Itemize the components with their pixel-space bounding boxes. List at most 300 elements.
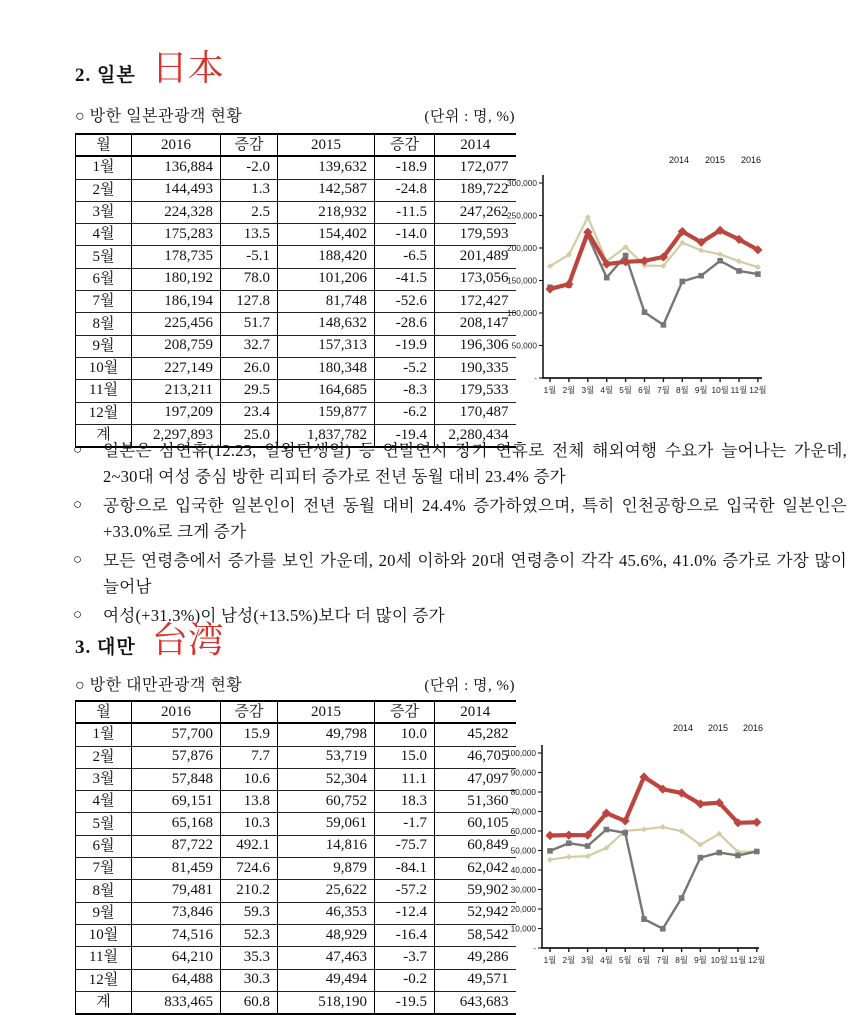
table-cell: -3.7 [375,947,435,969]
taiwan-subheader-row [75,672,515,695]
table-cell: 173,056 [435,268,516,290]
table-cell: 46,705 [435,746,516,768]
monthly-data-table [75,133,516,448]
table-cell: 32.7 [221,335,278,357]
table-cell: 49,494 [278,969,375,991]
y-tick-label: 150,000 [507,275,537,286]
table-cell: 189,722 [435,179,516,201]
table-cell: 2.5 [221,201,278,223]
table-cell: 59,061 [278,813,375,835]
table-cell: 8월 [76,313,132,335]
table-cell: 51.7 [221,313,278,335]
table-cell: 11월 [76,380,132,402]
x-tick-label: 7월 [657,385,670,395]
x-tick-label: 1월 [543,955,557,965]
table-cell: 8월 [76,880,132,902]
table-cell: 7.7 [221,746,278,768]
section-japan-heading [75,47,224,88]
table-cell: 10월 [76,924,132,946]
x-tick-label: 10월 [710,955,728,965]
table-cell: 2,280,434 [435,424,516,447]
table-row [76,746,516,768]
table-cell: 26.0 [221,357,278,379]
table-cell: 52,942 [435,902,516,924]
table-cell: 144,493 [132,179,221,201]
data-point [755,271,761,277]
series-line-2016 [550,777,757,836]
table-cell: 81,748 [278,291,375,313]
table-row [76,156,516,179]
table-row [76,201,516,223]
legend-label-2014: 2014 [672,723,694,733]
series-line-2016 [550,230,758,289]
table-cell: 4월 [76,224,132,246]
section-japan-title: 2. 일본 [75,65,136,86]
table-cell: 190,335 [435,357,516,379]
x-tick-label: 1월 [543,385,557,395]
table-cell: -57.2 [375,880,435,902]
table-cell: 25,622 [278,880,375,902]
taiwan-line-chart [505,712,770,987]
x-tick-label: 9월 [694,385,708,395]
data-point [661,322,667,328]
table-row [76,835,516,857]
y-tick-label: 70,000 [510,806,536,817]
table-cell: -0.2 [375,969,435,991]
table-cell: 10월 [76,357,132,379]
table-cell: -19.5 [375,991,435,1014]
table-cell: 2월 [76,746,132,768]
data-point [754,849,760,855]
table-cell: 833,465 [132,991,221,1014]
y-tick-label: 50,000 [510,845,536,856]
column-header: 2016 [132,134,221,156]
legend-label-2015: 2015 [707,723,729,733]
table-cell: 25.0 [221,424,278,447]
table-cell: 1월 [76,156,132,179]
table-cell: 60.8 [221,991,278,1014]
table-row [76,291,516,313]
y-tick-label: 100,000 [507,308,537,318]
table-cell: 139,632 [278,156,375,179]
taiwan-unit-note: (단위 : 명, %) [424,678,515,694]
x-tick-label: 8월 [675,385,689,395]
table-cell: 9월 [76,335,132,357]
table-cell: 계 [76,424,132,447]
table-cell: 7월 [76,858,132,880]
x-tick-label: 4월 [600,385,614,395]
table-cell: 208,147 [435,313,516,335]
x-tick-label: 3월 [581,955,594,965]
table-cell: 60,849 [435,835,516,857]
table-cell: 148,632 [278,313,375,335]
table-row [76,179,516,201]
x-tick-label: 5월 [619,385,632,395]
table-cell: 2월 [76,179,132,201]
table-cell: -5.1 [221,246,278,268]
table-row [76,924,516,946]
table-cell: 224,328 [132,201,221,223]
table-cell: 18.3 [375,791,435,813]
table-cell: 23.4 [221,402,278,424]
japan-chart-box [507,142,768,409]
bullet-item [72,438,847,489]
table-cell: 186,194 [132,291,221,313]
y-tick-label: 20,000 [510,904,536,914]
monthly-data-table [75,700,516,1015]
table-cell: 3월 [76,768,132,790]
y-tick-label: 40,000 [510,865,536,875]
data-point [641,916,647,922]
table-cell: -1.7 [375,813,435,835]
data-point [641,826,647,832]
table-cell: 1월 [76,723,132,746]
table-cell: 49,571 [435,969,516,991]
data-point [547,857,553,863]
table-cell: 15.0 [375,746,435,768]
table-cell: 178,735 [132,246,221,268]
x-tick-label: 6월 [637,955,651,965]
table-cell: 59,902 [435,880,516,902]
table-cell: 87,722 [132,835,221,857]
table-cell: 1.3 [221,179,278,201]
table-cell: 57,876 [132,746,221,768]
table-cell: -24.8 [375,179,435,201]
column-header: 2014 [435,701,516,723]
column-header: 증감 [375,701,435,723]
series-line-2015 [550,830,757,929]
table-cell: 45,282 [435,723,516,746]
table-cell: 69,151 [132,791,221,813]
data-point [716,850,722,856]
data-point [717,258,723,264]
table-cell: 1,837,782 [278,424,375,447]
data-point [680,279,686,285]
table-cell: 518,190 [278,991,375,1014]
data-point [642,309,648,315]
section-taiwan-heading [75,619,224,660]
table-cell: 188,420 [278,246,375,268]
table-cell: 196,306 [435,335,516,357]
table-row [76,246,516,268]
table-cell: 172,427 [435,291,516,313]
table-cell: 127.8 [221,291,278,313]
circle-bullet-icon: ○ [73,607,83,623]
legend-label-2016: 2016 [740,155,762,165]
taiwan-chart-box [505,712,770,992]
bullet-text: 모든 연령층에서 증가를 보인 가운데, 20세 이하와 20대 연령층이 각각 45.6%, 41.0% 증가로 가장 많이 늘어남 [103,551,847,596]
data-point [698,273,704,279]
table-cell: 175,283 [132,224,221,246]
table-cell: 64,488 [132,969,221,991]
table-cell: 78.0 [221,268,278,290]
data-point [604,827,610,833]
table-cell: 64,210 [132,947,221,969]
table-cell: 29.5 [221,380,278,402]
column-header: 2016 [132,701,221,723]
table-cell: 142,587 [278,179,375,201]
column-header: 2015 [278,701,375,723]
table-cell: 180,192 [132,268,221,290]
table-cell: 53,719 [278,746,375,768]
y-tick-label: 30,000 [510,884,536,895]
table-cell: 13.8 [221,791,278,813]
table-cell: 2,297,893 [132,424,221,447]
table-cell: -8.3 [375,380,435,402]
table-cell: -6.5 [375,246,435,268]
table-cell: 12월 [76,969,132,991]
table-row [76,268,516,290]
table-cell: 7월 [76,291,132,313]
x-tick-label: 11월 [729,955,747,965]
table-cell: -11.5 [375,201,435,223]
taiwan-subheader-label: ○ 방한 대만관광객 현황 [75,677,243,694]
y-tick-label: 200,000 [507,243,537,253]
table-cell: 58,542 [435,924,516,946]
table-cell: 10.6 [221,768,278,790]
table-row [76,791,516,813]
table-cell: 10.3 [221,813,278,835]
column-header: 2014 [435,134,516,156]
bullet-text: 여성(+31.3%)이 남성(+13.5%)보다 더 많이 증가 [103,606,445,625]
table-cell: 11월 [76,947,132,969]
table-cell: 136,884 [132,156,221,179]
table-cell: -19.9 [375,335,435,357]
japan-subheader-label: ○ 방한 일본관광객 현황 [75,108,243,125]
y-tick-label: 80,000 [510,787,536,797]
x-tick-label: 6월 [638,385,651,395]
taiwan-monthly-table [75,700,515,1015]
table-cell: 47,463 [278,947,375,969]
y-tick-label: 60,000 [510,826,536,836]
table-cell: 65,168 [132,813,221,835]
table-cell: 57,848 [132,768,221,790]
table-cell: 73,846 [132,902,221,924]
table-cell: -19.4 [375,424,435,447]
legend-label-2016: 2016 [742,723,764,733]
table-row [76,380,516,402]
data-point [604,275,610,281]
table-cell: 492.1 [221,835,278,857]
data-point [660,824,666,830]
x-tick-label: 12월 [748,955,766,965]
table-cell: 159,877 [278,402,375,424]
x-tick-label: 7월 [656,955,670,965]
column-header: 월 [76,701,132,723]
table-cell: 227,149 [132,357,221,379]
table-cell: 180,348 [278,357,375,379]
table-cell: 101,206 [278,268,375,290]
table-row [76,335,516,357]
japan-unit-note: (단위 : 명, %) [424,109,515,125]
table-row [76,768,516,790]
table-row [76,224,516,246]
taiwan-annotation-text: 台湾 [151,619,224,660]
table-cell: -41.5 [375,268,435,290]
table-header-row [76,701,516,723]
table-row [76,991,516,1014]
table-cell: 59.3 [221,902,278,924]
y-tick-label: - [533,943,536,953]
bullet-item [72,548,847,599]
table-row [76,723,516,746]
table-cell: 60,105 [435,813,516,835]
x-tick-label: 2월 [562,955,576,965]
table-cell: -75.7 [375,835,435,857]
table-cell: 60,752 [278,791,375,813]
y-tick-label: 100,000 [506,748,536,758]
bullet-item [72,493,847,544]
japan-monthly-table [75,133,515,448]
table-cell: 6월 [76,835,132,857]
japan-line-chart [507,142,768,404]
x-tick-label: 3월 [581,385,595,395]
table-cell: 164,685 [278,380,375,402]
table-cell: -84.1 [375,858,435,880]
table-cell: 5월 [76,246,132,268]
data-point [547,848,553,854]
y-tick-label: - [534,373,537,383]
column-header: 2015 [278,134,375,156]
japan-annotation-text: 日本 [151,47,224,88]
x-tick-label: 9월 [694,955,707,965]
table-cell: 247,262 [435,201,516,223]
table-cell: 4월 [76,791,132,813]
data-point [566,854,572,860]
data-point [679,895,685,901]
y-tick-label: 250,000 [507,210,537,221]
table-cell: 210.2 [221,880,278,902]
table-cell: 9,879 [278,858,375,880]
table-row [76,402,516,424]
table-cell: 52,304 [278,768,375,790]
y-tick-label: 10,000 [510,923,536,934]
table-cell: 172,077 [435,156,516,179]
table-cell: 30.3 [221,969,278,991]
table-cell: 79,481 [132,880,221,902]
column-header: 증감 [221,701,278,723]
section-taiwan-title: 3. 대만 [75,637,136,658]
table-cell: 49,798 [278,723,375,746]
data-point [566,840,572,846]
data-point [585,843,591,849]
x-tick-label: 4월 [600,955,613,965]
table-cell: 47,097 [435,768,516,790]
circle-bullet-icon: ○ [73,442,83,458]
table-cell: 51,360 [435,791,516,813]
table-cell: -14.0 [375,224,435,246]
data-point [698,855,704,861]
data-point [564,831,573,840]
table-cell: 3월 [76,201,132,223]
table-cell: 11.1 [375,768,435,790]
table-cell: 157,313 [278,335,375,357]
table-cell: 170,487 [435,402,516,424]
column-header: 증감 [375,134,435,156]
japan-bullet-list [72,438,847,633]
japan-subheader-row [75,103,515,126]
table-cell: 643,683 [435,991,516,1014]
table-cell: 225,456 [132,313,221,335]
data-point [755,264,761,270]
y-tick-label: 50,000 [511,340,537,351]
table-cell: -16.4 [375,924,435,946]
table-cell: 9월 [76,902,132,924]
table-row [76,947,516,969]
table-cell: 14,816 [278,835,375,857]
column-header: 증감 [221,134,278,156]
table-cell: 계 [76,991,132,1014]
x-tick-label: 11월 [730,385,748,395]
table-cell: 213,211 [132,380,221,402]
table-cell: 197,209 [132,402,221,424]
data-point [736,268,742,274]
table-cell: 5월 [76,813,132,835]
circle-bullet-icon: ○ [73,497,83,513]
x-tick-label: 5월 [618,955,632,965]
table-cell: -2.0 [221,156,278,179]
table-row [76,357,516,379]
table-cell: 46,353 [278,902,375,924]
table-cell: -6.2 [375,402,435,424]
table-cell: 179,593 [435,224,516,246]
bullet-text: 공항으로 입국한 일본인이 전년 동월 대비 24.4% 증가하였으며, 특히 인천공항으로 입국한 일본인은 +33.0%로 크게 증가 [103,496,847,541]
data-point [735,853,741,859]
data-point [698,247,704,253]
table-cell: 13.5 [221,224,278,246]
y-tick-label: 90,000 [510,767,536,778]
legend-label-2015: 2015 [704,155,726,165]
table-cell: 10.0 [375,723,435,746]
table-cell: 218,932 [278,201,375,223]
table-cell: -12.4 [375,902,435,924]
table-cell: 6월 [76,268,132,290]
table-cell: 81,459 [132,858,221,880]
x-tick-label: 10월 [711,385,729,395]
table-cell: 724.6 [221,858,278,880]
table-cell: 179,533 [435,380,516,402]
table-cell: 15.9 [221,723,278,746]
table-cell: 62,042 [435,858,516,880]
table-cell: 201,489 [435,246,516,268]
table-cell: 12월 [76,402,132,424]
bullet-text: 일본은 삼연휴(12.23, 일왕탄생일) 등 연말연시 장기 연휴로 전체 해외여행 수요가 늘어나는 가운데, 2~30대 여성 중심 방한 리피터 증가로 전년 동월 대비 23.4% 증가 [103,441,847,486]
data-point [545,831,554,840]
circle-bullet-icon: ○ [73,552,83,568]
table-cell: 35.3 [221,947,278,969]
y-tick-label: 300,000 [507,178,537,188]
data-point [736,258,742,264]
table-cell: 154,402 [278,224,375,246]
column-header: 월 [76,134,132,156]
x-tick-label: 2월 [562,385,576,395]
table-cell: -28.6 [375,313,435,335]
table-cell: 57,700 [132,723,221,746]
table-row [76,313,516,335]
table-row [76,969,516,991]
table-cell: 52.3 [221,924,278,946]
data-point [640,256,649,265]
table-cell: 74,516 [132,924,221,946]
table-row [76,858,516,880]
data-point [752,818,761,827]
table-row [76,902,516,924]
table-header-row [76,134,516,156]
x-tick-label: 12월 [749,385,767,395]
table-cell: -18.9 [375,156,435,179]
data-point [717,251,723,257]
table-cell: -52.6 [375,291,435,313]
